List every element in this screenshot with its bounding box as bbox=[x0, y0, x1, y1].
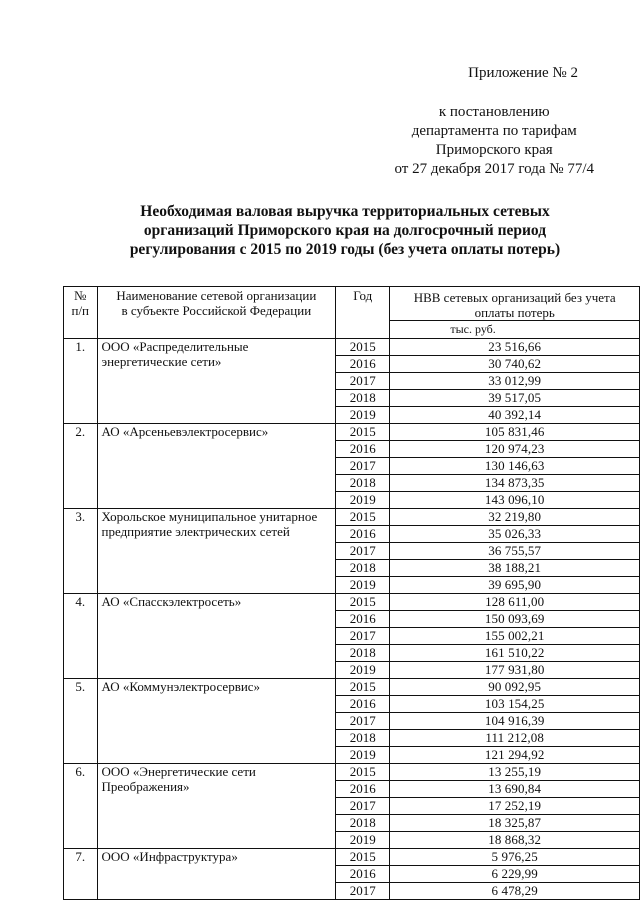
value-cell: 161 510,22 bbox=[390, 645, 640, 662]
value-cell: 32 219,80 bbox=[390, 509, 640, 526]
year-cell: 2017 bbox=[336, 543, 390, 560]
row-number: 5. bbox=[64, 679, 98, 764]
year-cell: 2015 bbox=[336, 509, 390, 526]
year-cell: 2015 bbox=[336, 679, 390, 696]
year-cell: 2018 bbox=[336, 815, 390, 832]
year-cell: 2015 bbox=[336, 849, 390, 866]
year-cell: 2017 bbox=[336, 458, 390, 475]
value-cell: 39 517,05 bbox=[390, 390, 640, 407]
organization-name: АО «Арсеньевэлектросервис» bbox=[97, 424, 336, 509]
value-cell: 38 188,21 bbox=[390, 560, 640, 577]
value-cell: 36 755,57 bbox=[390, 543, 640, 560]
col-name-header: Наименование сетевой организации в субъекте Российской Федерации bbox=[97, 287, 336, 339]
year-cell: 2017 bbox=[336, 713, 390, 730]
year-cell: 2018 bbox=[336, 730, 390, 747]
decree-line: Приморского края bbox=[435, 142, 553, 158]
value-cell: 33 012,99 bbox=[390, 373, 640, 390]
value-cell: 128 611,00 bbox=[390, 594, 640, 611]
value-cell: 35 026,33 bbox=[390, 526, 640, 543]
year-cell: 2016 bbox=[336, 441, 390, 458]
document-title: Необходимая валовая выручка территориальных сетевых организаций Приморского края на долгосрочный период регулирования с 2015 по 2019 годы (без учета оплаты потерь) bbox=[129, 203, 561, 258]
revenue-table bbox=[63, 286, 640, 900]
value-cell: 155 002,21 bbox=[390, 628, 640, 645]
year-cell: 2019 bbox=[336, 747, 390, 764]
year-cell: 2017 bbox=[336, 883, 390, 900]
table-row bbox=[64, 424, 640, 441]
organization-name: ООО «Распределительные энергетические сети» bbox=[97, 339, 336, 424]
table-body bbox=[64, 339, 640, 900]
value-cell: 6 229,99 bbox=[390, 866, 640, 883]
row-number: 4. bbox=[64, 594, 98, 679]
table-row bbox=[64, 764, 640, 781]
decree-line: к постановлению bbox=[438, 104, 550, 120]
year-cell: 2016 bbox=[336, 696, 390, 713]
value-cell: 13 255,19 bbox=[390, 764, 640, 781]
value-cell: 18 868,32 bbox=[390, 832, 640, 849]
year-cell: 2017 bbox=[336, 798, 390, 815]
value-cell: 121 294,92 bbox=[390, 747, 640, 764]
row-number: 7. bbox=[64, 849, 98, 900]
value-cell: 23 516,66 bbox=[390, 339, 640, 356]
value-cell: 6 478,29 bbox=[390, 883, 640, 900]
value-cell: 130 146,63 bbox=[390, 458, 640, 475]
year-cell: 2016 bbox=[336, 611, 390, 628]
year-cell: 2019 bbox=[336, 407, 390, 424]
appendix-label: Приложение № 2 bbox=[468, 65, 578, 81]
value-cell: 120 974,23 bbox=[390, 441, 640, 458]
table-header-row bbox=[64, 287, 640, 321]
table-row bbox=[64, 509, 640, 526]
col-value-header: НВВ сетевых организаций без учета оплаты потерь bbox=[390, 287, 640, 321]
year-cell: 2019 bbox=[336, 832, 390, 849]
value-cell: 134 873,35 bbox=[390, 475, 640, 492]
year-cell: 2019 bbox=[336, 577, 390, 594]
year-cell: 2015 bbox=[336, 764, 390, 781]
value-cell: 5 976,25 bbox=[390, 849, 640, 866]
col-num-header: № п/п bbox=[64, 287, 98, 339]
year-cell: 2015 bbox=[336, 594, 390, 611]
year-cell: 2016 bbox=[336, 526, 390, 543]
table-row bbox=[64, 339, 640, 356]
table-row bbox=[64, 679, 640, 696]
decree-line: департамента по тарифам bbox=[411, 123, 577, 139]
col-year-header: Год bbox=[336, 287, 390, 339]
organization-name: ООО «Энергетические сети Преображения» bbox=[97, 764, 336, 849]
value-cell: 177 931,80 bbox=[390, 662, 640, 679]
value-cell: 17 252,19 bbox=[390, 798, 640, 815]
value-cell: 30 740,62 bbox=[390, 356, 640, 373]
organization-name: АО «Спасскэлектросеть» bbox=[97, 594, 336, 679]
value-cell: 39 695,90 bbox=[390, 577, 640, 594]
value-cell: 150 093,69 bbox=[390, 611, 640, 628]
table-row bbox=[64, 849, 640, 866]
organization-name: Хорольское муниципальное унитарное предприятие электрических сетей bbox=[97, 509, 336, 594]
row-number: 1. bbox=[64, 339, 98, 424]
year-cell: 2015 bbox=[336, 424, 390, 441]
year-cell: 2018 bbox=[336, 390, 390, 407]
value-cell: 13 690,84 bbox=[390, 781, 640, 798]
value-cell: 111 212,08 bbox=[390, 730, 640, 747]
row-number: 6. bbox=[64, 764, 98, 849]
organization-name: АО «Коммунэлектросервис» bbox=[97, 679, 336, 764]
row-number: 3. bbox=[64, 509, 98, 594]
year-cell: 2016 bbox=[336, 781, 390, 798]
decree-line: от 27 декабря 2017 года № 77/4 bbox=[394, 161, 594, 177]
year-cell: 2016 bbox=[336, 356, 390, 373]
value-cell: 104 916,39 bbox=[390, 713, 640, 730]
value-cell: 18 325,87 bbox=[390, 815, 640, 832]
value-cell: 103 154,25 bbox=[390, 696, 640, 713]
year-cell: 2019 bbox=[336, 492, 390, 509]
value-cell: 143 096,10 bbox=[390, 492, 640, 509]
year-cell: 2018 bbox=[336, 645, 390, 662]
unit-header: тыс. руб. bbox=[390, 321, 640, 339]
row-number: 2. bbox=[64, 424, 98, 509]
decree-reference bbox=[394, 103, 594, 179]
year-cell: 2015 bbox=[336, 339, 390, 356]
organization-name: ООО «Инфраструктура» bbox=[97, 849, 336, 900]
year-cell: 2018 bbox=[336, 475, 390, 492]
table-row bbox=[64, 594, 640, 611]
value-cell: 90 092,95 bbox=[390, 679, 640, 696]
year-cell: 2017 bbox=[336, 628, 390, 645]
value-cell: 105 831,46 bbox=[390, 424, 640, 441]
year-cell: 2017 bbox=[336, 373, 390, 390]
year-cell: 2019 bbox=[336, 662, 390, 679]
year-cell: 2016 bbox=[336, 866, 390, 883]
value-cell: 40 392,14 bbox=[390, 407, 640, 424]
year-cell: 2018 bbox=[336, 560, 390, 577]
